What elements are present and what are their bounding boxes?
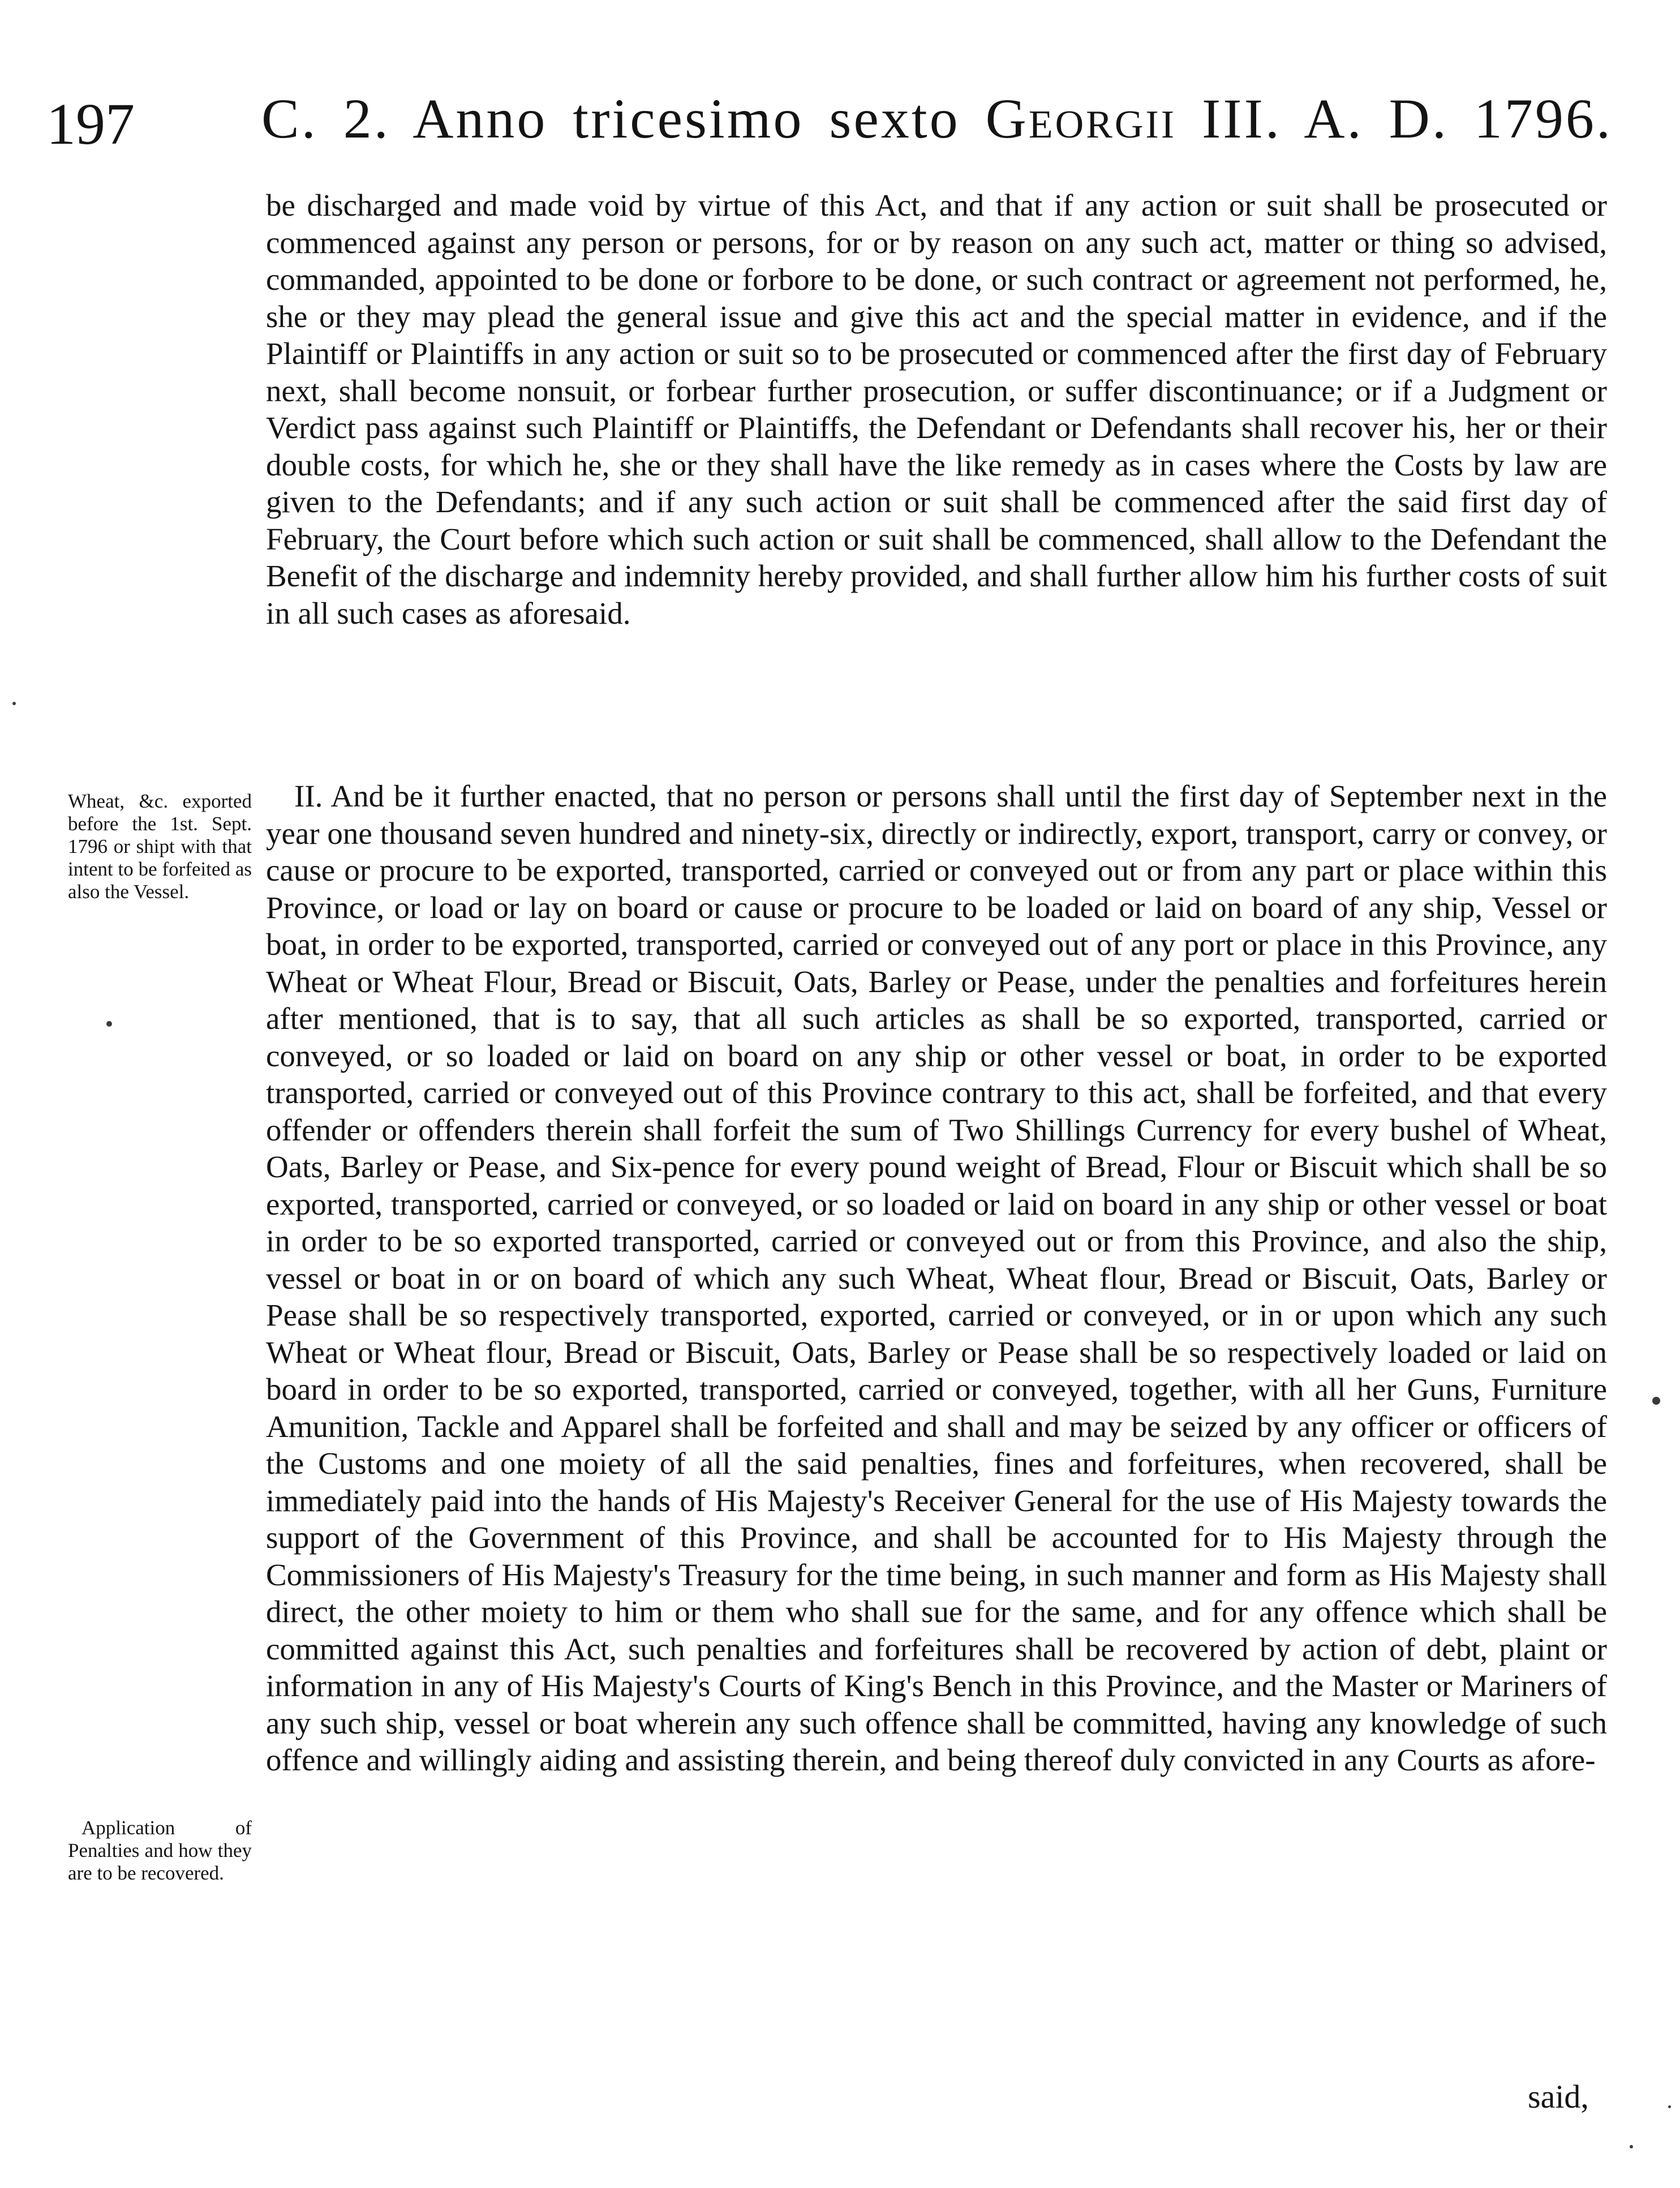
anno-domini-label: A. D.: [1304, 87, 1449, 150]
page-number: 197: [46, 92, 135, 157]
scan-speck: [106, 1021, 112, 1027]
catchword: said,: [1528, 2078, 1589, 2115]
scan-speck: [12, 702, 16, 705]
scan-speck: [1668, 2105, 1671, 2108]
running-head: [261, 87, 1613, 150]
chapter-number: C. 2.: [261, 87, 390, 150]
scan-speck: [1630, 2145, 1633, 2148]
monarch-name: Georgii III.: [985, 87, 1282, 150]
regnal-year: Anno tricesimo sexto: [413, 87, 960, 150]
margin-note-penalties: Application of Penalties and how they are to be recovered.: [68, 1817, 252, 1884]
scan-speck: [1652, 1397, 1660, 1405]
paragraph-continued: be discharged and made void by virtue of this Act, and that if any action or suit shall be prosecuted or commenced against any person or persons, for or by reason on any such act, matter or thing so advised, commanded, appointed to be done or forbore to be done, or such contract or agreement not performed, he, she or they may plead the general issue and give this act and the special matter in evidence, and if the Plaintiff or Plaintiffs in any action or suit so to be prosecuted or commenced after the first day of February next, shall become nonsuit, or forbear further prosecution, or suffer discontinuance; or if a Judgment or Verdict pass against such Plaintiff or Plaintiffs, the Defendant or Defendants shall recover his, her or their double costs, for which he, she or they shall have the like remedy as in cases where the Costs by law are given to the Defendants; and if any such action or suit shall be commenced after the said first day of February, the Court before which such action or suit shall be commenced, shall allow to the Defendant the Benefit of the discharge and indemnity hereby provided, and shall further allow him his further costs of suit in all such cases as aforesaid.: [266, 188, 1607, 630]
year: 1796.: [1473, 87, 1613, 150]
margin-note-export-forfeiture: Wheat, &c. exported before the 1st. Sept. 1796 or shipt with that intent to be forfeited as also the Vessel.: [68, 790, 252, 903]
section-ii-paragraph: II. And be it further enacted, that no person or persons shall until the first day of September next in the year one thousand seven hundred and ninety-six, directly or indirectly, export, transport, carry or convey, or cause or procure to be exported, transported, carried or conveyed out or from any part or place within this Province, or load or lay on board or cause or procure to be loaded or laid on board of any ship, Vessel or boat, in order to be exported, transported, carried or conveyed out of any port or place in this Province, any Wheat or Wheat Flour, Bread or Biscuit, Oats, Barley or Pease, under the penalties and forfeitures herein after mentioned, that is to say, that all such articles as shall be so exported, transported, carried or conveyed, or so loaded or laid on board on any ship or other vessel or boat, in order to be exported transported, carried or conveyed out of this Province contrary to this act, shall be forfeited, and that every offender or offenders therein shall forfeit the sum of Two Shillings Currency for every bushel of Wheat, Oats, Barley or Pease, and Six-pence for every pound weight of Bread, Flour or Biscuit which shall be so exported, transported, carried or conveyed, or so loaded or laid on board in any ship or other vessel or boat in order to be so exported transported, carried or conveyed out or from this Province, and also the ship, vessel or boat in or on board of which any such Wheat, Wheat flour, Bread or Biscuit, Oats, Barley or Pease shall be so respectively transported, exported, carried or conveyed, or in or upon which any such Wheat or Wheat flour, Bread or Biscuit, Oats, Barley or Pease shall be so respectively loaded or laid on board in order to be so exported, transported, carried or conveyed, together, with all her Guns, Furniture Amunition, Tackle and Apparel shall be forfeited and shall and may be seized by any officer or officers of the Customs and one moiety of all the said penalties, fines and forfeitures, when recovered, shall be immediately paid into the hands of His Majesty's Receiver General for the use of His Majesty towards the support of the Government of this Province, and shall be accounted for to His Majesty through the Commissioners of His Majesty's Treasury for the time being, in such manner and form as His Majesty shall direct, the other moiety to him or them who shall sue for the same, and for any offence which shall be committed against this Act, such penalties and forfeitures shall be recovered by action of debt, plaint or information in any of His Majesty's Courts of King's Bench in this Province, and the Master or Mariners of any such ship, vessel or boat wherein any such offence shall be committed, having any knowledge of such offence and willingly aiding and assisting therein, and being thereof duly convicted in any Courts as afore-: [266, 779, 1607, 1777]
